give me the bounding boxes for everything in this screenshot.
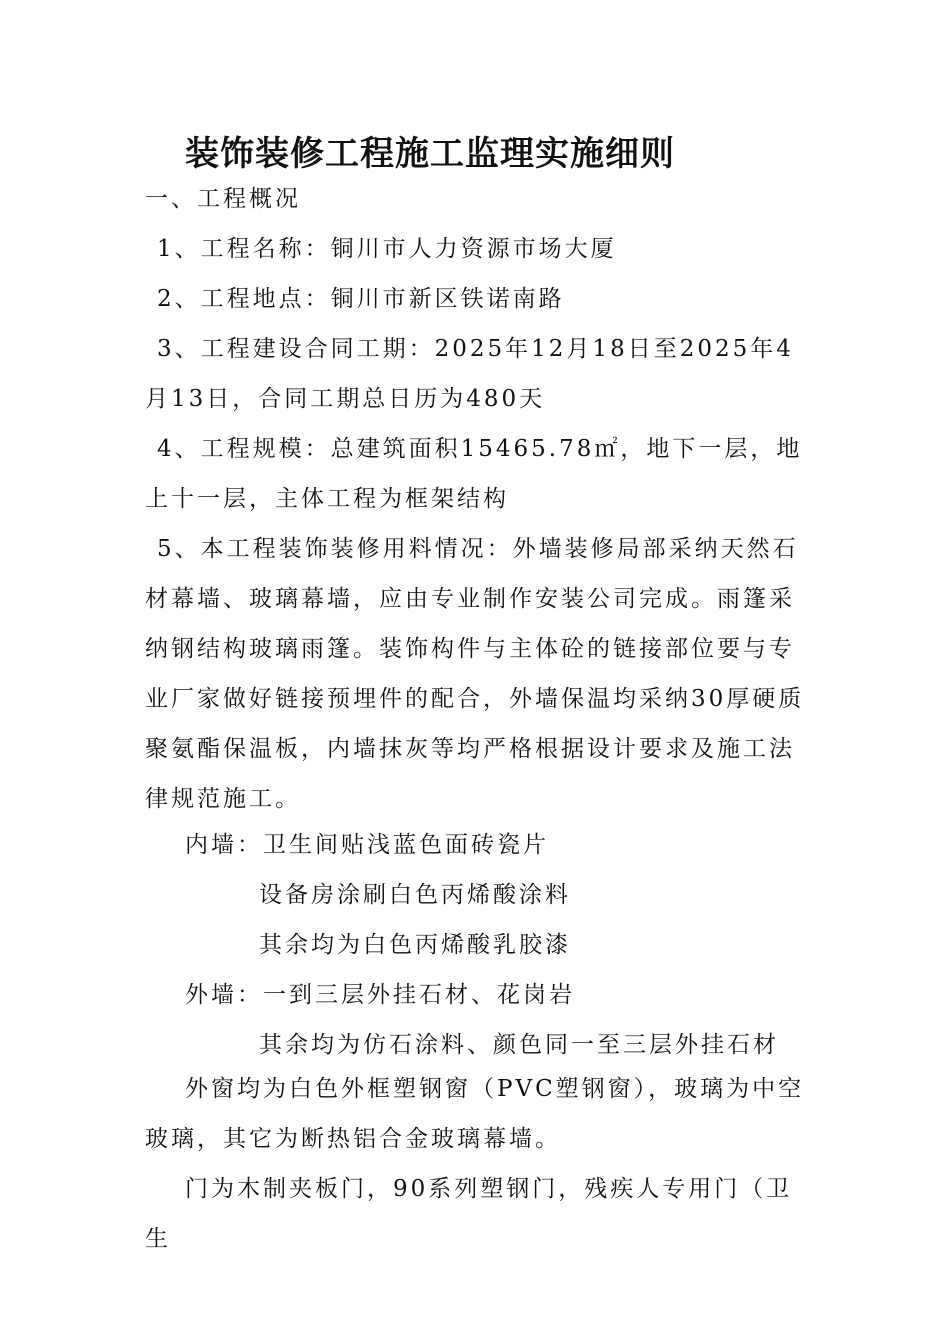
doors-paragraph: 门为木制夹板门，90系列塑钢门，残疾人专用门（卫生: [145, 1176, 793, 1252]
item-project-name: 1、工程名称：铜川市人力资源市场大厦: [157, 236, 617, 262]
interior-wall-line-3: 其余均为白色丙烯酸乳胶漆: [259, 932, 571, 958]
item-contract-period: 3、工程建设合同工期：2025年12月18日至2025年4月13日，合同工期总日历为480天: [145, 336, 794, 412]
interior-wall-line-2: 设备房涂刷白色丙烯酸涂料: [259, 882, 571, 908]
interior-wall-line-1: 内墙：卫生间贴浅蓝色面砖瓷片: [185, 832, 549, 858]
section-heading: 一、工程概况: [145, 186, 301, 212]
document-title: 装饰装修工程施工监理实施细则: [185, 134, 675, 174]
item-project-location: 2、工程地点：铜川市新区铁诺南路: [157, 286, 565, 312]
item-project-scale: 4、工程规模：总建筑面积15465.78㎡，地下一层，地上十一层，主体工程为框架结构: [145, 436, 803, 512]
exterior-wall-line-2: 其余均为仿石涂料、颜色同一至三层外挂石材: [259, 1032, 779, 1058]
exterior-wall-line-1: 外墙：一到三层外挂石材、花岗岩: [185, 982, 575, 1008]
windows-paragraph: 外窗均为白色外框塑钢窗（PVC塑钢窗），玻璃为中空玻璃，其它为断热铝合金玻璃幕墙。: [145, 1076, 805, 1152]
item-decoration-materials: 5、本工程装饰装修用料情况：外墙装修局部采纳天然石材幕墙、玻璃幕墙，应由专业制作安装公司完成。雨篷采纳钢结构玻璃雨篷。装饰构件与主体砼的链接部位要与专业厂家做好链接预埋件的配合，外墙保温均采纳30厚硬质聚氨酯保温板，内墙抹灰等均严格根据设计要求及施工法律规范施工。: [145, 536, 805, 812]
